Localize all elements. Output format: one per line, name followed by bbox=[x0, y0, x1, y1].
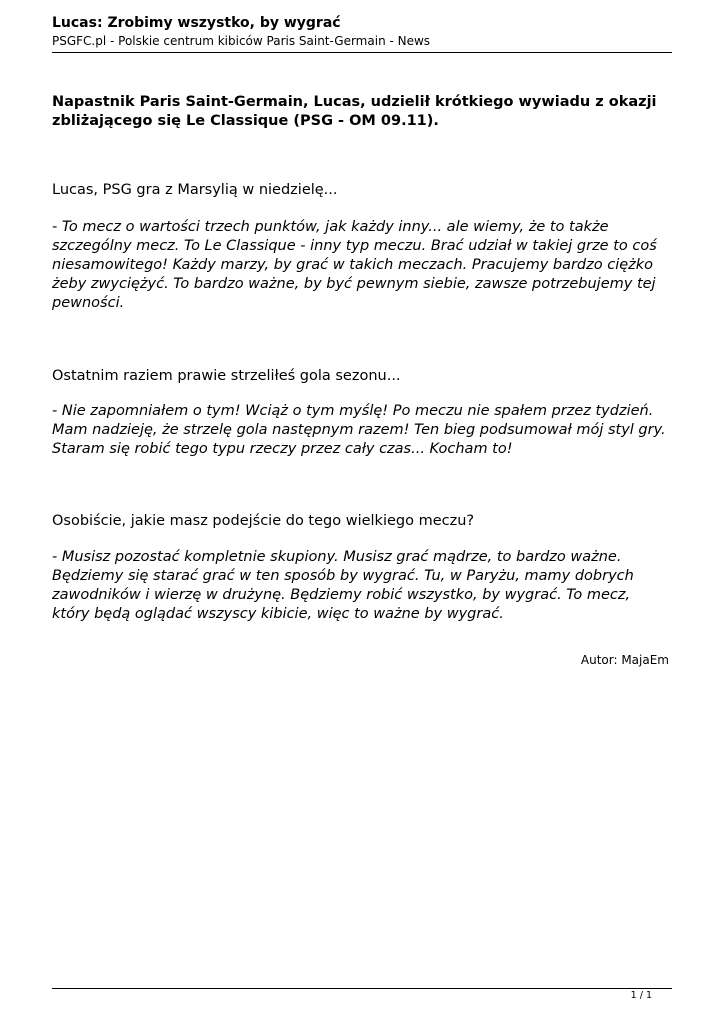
interview-answer-2: - Nie zapomniałem o tym! Wciąż o tym myślę! Po meczu nie spałem przez tydzień. Mam nadzieję, że strzelę gola następnym razem! Ten bieg podsumował mój styl gry. Staram się robić tego typu rzeczy przez cały czas... Kocham to! bbox=[52, 403, 666, 457]
page-number: 1 / 1 bbox=[630, 990, 652, 1001]
interview-question-1: Lucas, PSG gra z Marsylią w niedzielę... bbox=[52, 182, 338, 198]
document-title: Lucas: Zrobimy wszystko, by wygrać bbox=[52, 15, 341, 31]
document-source: PSGFC.pl - Polskie centrum kibiców Paris Saint-Germain - News bbox=[52, 34, 431, 48]
interview-question-2: Ostatnim raziem prawie strzeliłeś gola sezonu... bbox=[52, 368, 401, 384]
interview-question-3: Osobiście, jakie masz podejście do tego wielkiego meczu? bbox=[52, 513, 475, 529]
document-page bbox=[52, 0, 672, 1024]
interview-answer-1: - To mecz o wartości trzech punktów, jak każdy inny... ale wiemy, że to także szczególny mecz. To Le Classique - inny typ meczu. Brać udział w takiej grze to coś niesamowitego! Każdy marzy, by grać w takich meczach. Pracujemy bardzo ciężko żeby zwyciężyć. To bardzo ważne, by być pewnym siebie, zawsze potrzebujemy tej pewności. bbox=[52, 219, 657, 311]
header-divider bbox=[52, 52, 672, 53]
interview-answer-3: - Musisz pozostać kompletnie skupiony. Musisz grać mądrze, to bardzo ważne. Będziemy się starać grać w ten sposób by wygrać. Tu, w Paryżu, mamy dobrych zawodników i wierzę w drużynę. Będziemy robić wszystko, by wygrać. To mecz, który będą oglądać wszyscy kibicie, więc to ważne by wygrać. bbox=[52, 549, 634, 622]
document-header bbox=[52, 15, 672, 49]
article-lead: Napastnik Paris Saint-Germain, Lucas, udzielił krótkiego wywiadu z okazji zbliżającego się Le Classique (PSG - OM 09.11). bbox=[52, 94, 657, 129]
footer-divider bbox=[52, 988, 672, 989]
article-author: Autor: MajaEm bbox=[580, 653, 669, 667]
